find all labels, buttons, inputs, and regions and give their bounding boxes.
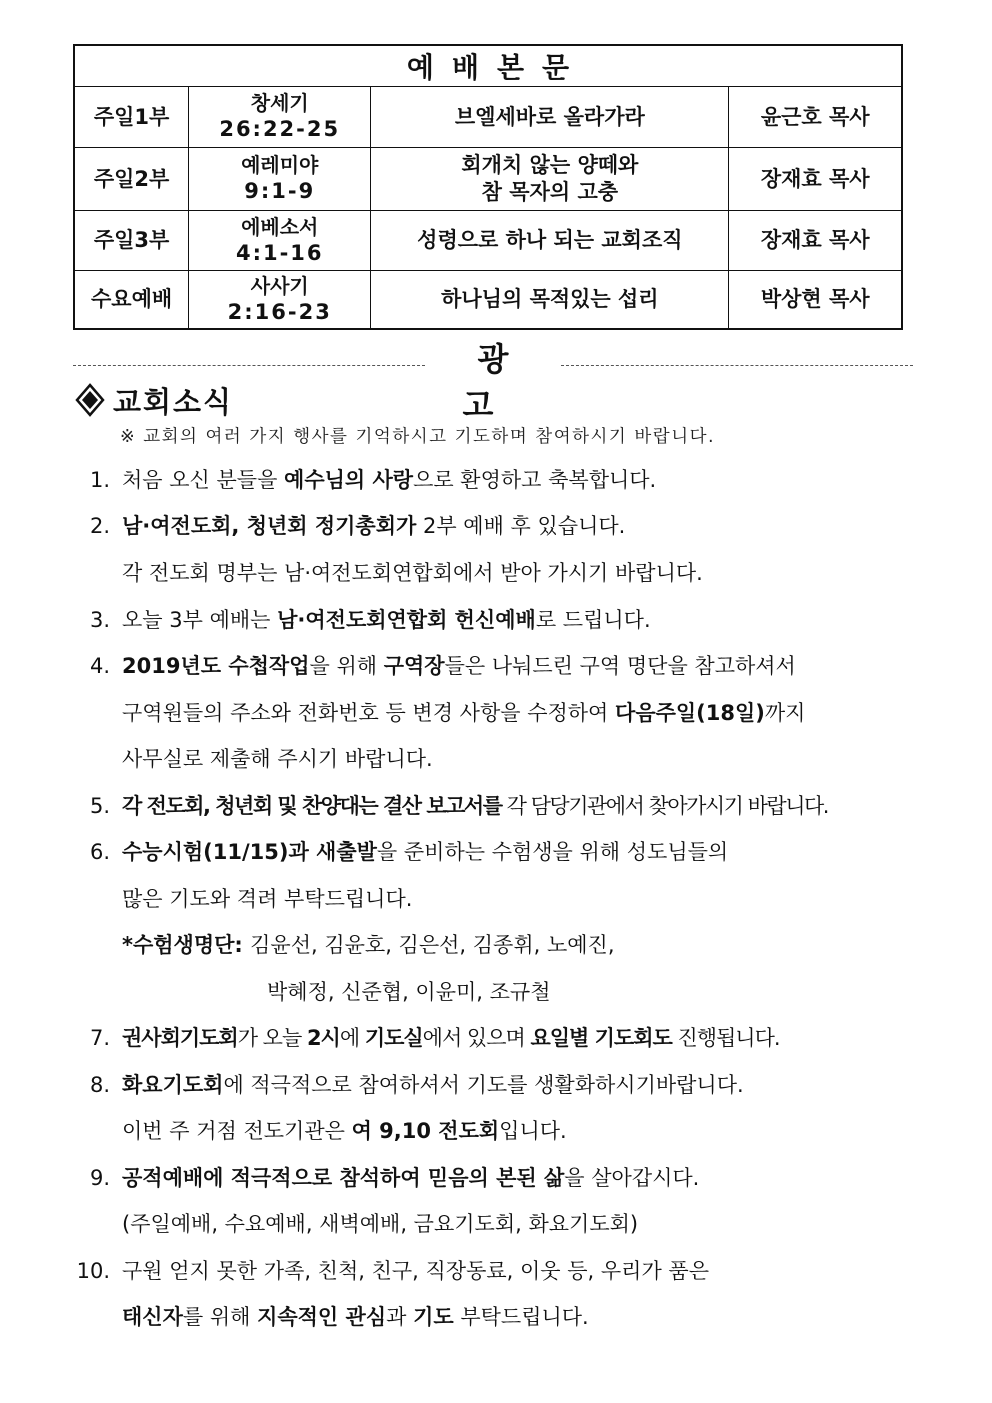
item-text: 2019년도 수첩작업을 위해 구역장들은 나눠드린 구역 명단을 참고하셔서 <box>122 654 796 678</box>
item-text: 남·여전도회, 청년회 정기총회가 2부 예배 후 있습니다. <box>122 514 626 538</box>
dashed-divider <box>73 365 425 366</box>
pastor-name: 윤근호 목사 <box>729 87 902 148</box>
sermon-title <box>371 211 729 271</box>
item-text: 수능시험(11/15)과 새출발을 준비하는 수험생을 위해 성도님들의 <box>122 840 729 864</box>
scripture-book: 예레미야 <box>241 153 319 177</box>
scripture-book: 창세기 <box>250 91 309 115</box>
diamond-bullet-icon <box>75 383 105 417</box>
item-text: 오늘 3부 예배는 남·여전도회연합회 헌신예배로 드립니다. <box>122 608 651 632</box>
sermon-title <box>371 271 729 330</box>
item-text: 구원 얻지 못한 가족, 친척, 친구, 직장동료, 이웃 등, 우리가 품은 <box>122 1259 709 1283</box>
item-number: 7. <box>89 1026 110 1050</box>
item-text: 많은 기도와 격려 부탁드립니다. <box>122 887 413 911</box>
scripture-verse: 26:22-25 <box>219 117 341 141</box>
item-number: 3. <box>89 608 110 632</box>
scripture-verse: 9:1-9 <box>244 179 316 203</box>
item-text: 공적예배에 적극적으로 참석하여 믿음의 본된 삶을 살아갑시다. <box>122 1166 700 1190</box>
item-text: 권사회기도회가 오늘 2시에 기도실에서 있으며 요일별 기도회도 진행됩니다. <box>122 1026 780 1050</box>
exam-list-label: *수험생명단: <box>122 933 251 957</box>
table-row <box>74 211 902 271</box>
scripture <box>189 271 371 330</box>
exam-names: 박혜정, 신준협, 이윤미, 조규철 <box>267 980 551 1004</box>
worship-scripture-table <box>73 44 903 330</box>
sermon-title-line: 회개치 않는 양떼와 <box>461 153 639 177</box>
sermon-title-line: 성령으로 하나 되는 교회조직 <box>417 228 683 252</box>
item-text: 이번 주 거점 전도기관은 여 9,10 전도회입니다. <box>122 1119 567 1143</box>
sermon-title <box>371 87 729 148</box>
table-row <box>74 148 902 211</box>
pastor-name: 박상현 목사 <box>729 271 902 330</box>
item-number: 9. <box>89 1166 110 1190</box>
item-text: 처음 오신 분들을 예수님의 사랑으로 환영하고 축복합니다. <box>122 468 657 492</box>
item-text: 사무실로 제출해 주시기 바랍니다. <box>122 747 433 771</box>
item-text: 태신자를 위해 지속적인 관심과 기도 부탁드립니다. <box>122 1305 589 1329</box>
scripture <box>189 87 371 148</box>
scripture-book: 에베소서 <box>241 214 319 239</box>
scripture-verse: 2:16-23 <box>227 299 332 324</box>
exam-names: 김윤선, 김윤호, 김은선, 김종휘, 노예진, <box>250 933 615 957</box>
service-name: 주일1부 <box>74 87 189 148</box>
service-name: 주일3부 <box>74 211 189 271</box>
table-row <box>74 87 902 148</box>
pastor-name: 장재효 목사 <box>729 148 902 211</box>
dashed-divider <box>561 365 913 366</box>
item-text: (주일예배, 수요예배, 새벽예배, 금요기도회, 화요기도회) <box>122 1212 639 1236</box>
service-name: 주일2부 <box>74 148 189 211</box>
item-number: 2. <box>89 514 110 538</box>
announcements-title: 광고 <box>462 340 539 424</box>
church-news-title: 교회소식 <box>113 384 234 419</box>
scripture-book: 사사기 <box>250 273 309 298</box>
table-header: 예배본문 <box>74 45 902 87</box>
scripture <box>189 148 371 211</box>
sermon-title-line: 참 목자의 고충 <box>481 180 619 204</box>
item-number: 10. <box>76 1259 110 1283</box>
item-text: 화요기도회에 적극적으로 참여하셔서 기도를 생활화하시기바랍니다. <box>122 1073 744 1097</box>
item-text: 각 전도회, 청년회 및 찬양대는 결산 보고서를 각 담당기관에서 찾아가시기 바랍니다. <box>122 794 828 818</box>
scripture-verse: 4:1-16 <box>235 240 324 265</box>
pastor-name: 장재효 목사 <box>729 211 902 271</box>
item-number: 6. <box>89 840 110 864</box>
sermon-title-line: 하나님의 목적있는 섭리 <box>441 287 659 311</box>
service-name: 수요예배 <box>74 271 189 330</box>
item-text <box>122 925 615 965</box>
table-row <box>74 271 902 330</box>
item-number: 8. <box>89 1073 110 1097</box>
scripture <box>189 211 371 271</box>
church-news-note: ※ 교회의 여러 가지 행사를 기억하시고 기도하며 참여하시기 바랍니다. <box>120 427 716 447</box>
item-text: 구역원들의 주소와 전화번호 등 변경 사항을 수정하여 다음주일(18일)까지 <box>122 701 806 725</box>
item-number: 5. <box>89 794 110 818</box>
item-text: 각 전도회 명부는 남·여전도회연합회에서 받아 가시기 바랍니다. <box>122 561 703 585</box>
church-news-heading <box>75 380 233 420</box>
sermon-title-line: 브엘세바로 올라가라 <box>454 104 645 129</box>
sermon-title <box>371 148 729 211</box>
item-number: 4. <box>89 654 110 678</box>
item-number: 1. <box>89 468 110 492</box>
